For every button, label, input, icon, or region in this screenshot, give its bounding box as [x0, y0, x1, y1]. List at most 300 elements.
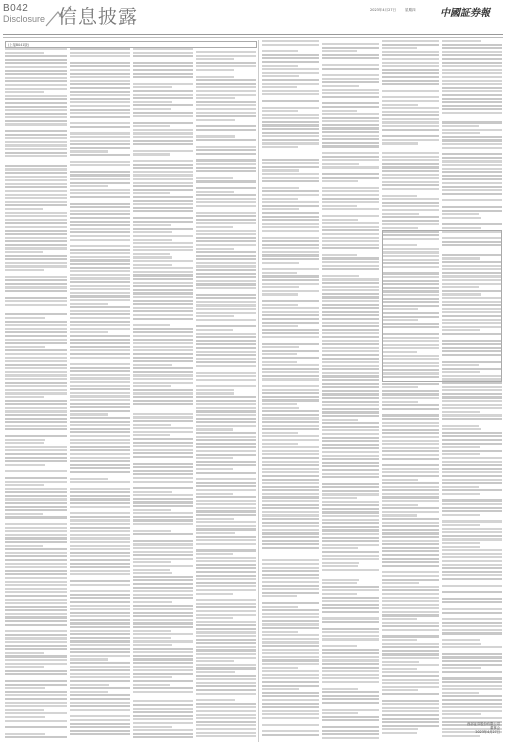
- text-line: [322, 522, 379, 524]
- text-line: [196, 461, 256, 463]
- text-line: [442, 643, 481, 645]
- signature-block: [440, 722, 500, 735]
- text-line: [322, 261, 379, 263]
- text-line: [5, 502, 67, 504]
- text-line: [5, 357, 67, 359]
- text-line: [322, 490, 379, 492]
- text-line: [262, 407, 299, 409]
- text-line: [382, 693, 439, 695]
- text-line: [196, 714, 256, 716]
- text-line: [382, 714, 439, 716]
- text-line: [262, 187, 299, 189]
- text-line: [322, 483, 379, 485]
- text-line: [442, 382, 502, 384]
- text-line: [70, 295, 130, 297]
- text-line: [262, 226, 319, 228]
- text-line: [70, 619, 130, 621]
- text-line: [322, 515, 379, 517]
- text-line: [322, 124, 379, 126]
- text-line: [196, 510, 256, 512]
- text-line: [70, 666, 130, 668]
- text-line: [5, 392, 67, 394]
- text-line: [133, 669, 193, 671]
- text-line: [382, 561, 439, 563]
- text-line: [262, 602, 319, 604]
- text-line: [70, 353, 130, 355]
- text-line: [196, 478, 256, 480]
- text-line: [5, 212, 67, 214]
- text-line: [382, 432, 439, 434]
- text-line: [70, 527, 130, 529]
- text-line: [133, 400, 193, 402]
- text-line: [442, 160, 502, 162]
- text-line: [5, 364, 67, 366]
- text-line: [382, 429, 439, 431]
- text-line: [322, 254, 357, 256]
- text-line: [196, 514, 256, 516]
- text-line: [196, 163, 256, 165]
- text-line: [382, 611, 439, 613]
- text-line: [133, 353, 193, 355]
- text-line: [133, 420, 193, 422]
- text-line: [133, 554, 193, 556]
- text-line: [70, 252, 130, 254]
- text-line: [262, 461, 319, 463]
- text-line: [133, 335, 193, 337]
- text-line: [262, 75, 299, 77]
- text-line: [262, 346, 299, 348]
- text-line: [262, 674, 319, 676]
- text-line: [442, 400, 502, 402]
- text-line: [382, 507, 439, 509]
- text-line: [322, 569, 379, 571]
- text-line: [382, 404, 439, 406]
- text-line: [196, 675, 256, 677]
- text-line: [70, 87, 130, 89]
- text-line: [133, 729, 193, 731]
- text-line: [5, 563, 67, 565]
- text-line: [70, 310, 130, 312]
- text-line: [322, 429, 379, 431]
- text-line: [196, 104, 256, 106]
- text-line: [262, 695, 319, 697]
- text-line: [322, 350, 379, 352]
- text-line: [133, 285, 193, 287]
- text-line: [5, 137, 67, 139]
- text-line: [133, 684, 170, 686]
- text-line: [70, 439, 130, 441]
- text-line: [442, 210, 502, 212]
- text-line: [262, 223, 319, 225]
- text-line: [442, 58, 502, 60]
- text-line: [322, 166, 379, 168]
- text-line: [262, 425, 319, 427]
- text-line: [5, 552, 67, 554]
- text-line: [382, 209, 439, 211]
- text-line: [196, 69, 234, 71]
- text-line: [322, 719, 379, 721]
- text-line: [322, 404, 379, 406]
- text-line: [322, 408, 379, 410]
- text-line: [322, 268, 379, 270]
- text-line: [382, 489, 439, 491]
- text-column-6: [322, 40, 379, 742]
- text-line: [5, 716, 45, 718]
- text-line: [5, 48, 67, 50]
- text-line: [133, 289, 193, 291]
- text-line: [5, 733, 45, 735]
- text-line: [382, 589, 439, 591]
- text-line: [5, 52, 44, 54]
- text-line: [70, 467, 130, 469]
- text-line: [382, 170, 439, 172]
- text-line: [5, 691, 67, 693]
- text-line: [262, 525, 319, 527]
- text-line: [196, 653, 256, 655]
- text-line: [133, 424, 171, 426]
- text-line: [5, 396, 44, 398]
- text-line: [382, 604, 439, 606]
- text-line: [5, 453, 67, 455]
- text-line: [262, 272, 297, 274]
- text-line: [133, 303, 193, 305]
- text-line: [382, 500, 439, 502]
- text-line: [5, 385, 67, 387]
- text-line: [382, 475, 439, 477]
- text-line: [322, 85, 359, 87]
- text-line: [442, 143, 502, 145]
- text-line: [322, 117, 379, 119]
- text-line: [133, 136, 193, 138]
- text-line: [442, 87, 502, 89]
- text-line: [133, 360, 193, 362]
- text-line: [70, 584, 130, 586]
- text-line: [196, 79, 256, 81]
- text-line: [442, 585, 502, 587]
- text-line: [442, 428, 481, 430]
- text-line: [196, 464, 256, 466]
- text-line: [322, 716, 379, 718]
- text-line: [262, 361, 297, 363]
- text-line: [70, 388, 130, 390]
- text-line: [442, 514, 480, 516]
- text-line: [5, 321, 67, 323]
- text-line: [196, 65, 256, 67]
- text-line: [262, 692, 319, 694]
- text-line: [133, 579, 193, 581]
- text-line: [133, 140, 193, 142]
- text-line: [382, 710, 439, 712]
- text-line: [5, 300, 67, 302]
- text-line: [262, 677, 319, 679]
- text-line: [5, 141, 67, 143]
- text-line: [262, 518, 319, 520]
- text-line: [382, 227, 418, 229]
- text-line: [382, 536, 439, 538]
- text-line: [262, 135, 319, 137]
- text-line: [382, 597, 439, 599]
- text-line: [322, 142, 379, 144]
- text-line: [5, 374, 67, 376]
- text-line: [196, 101, 256, 103]
- text-line: [322, 465, 379, 467]
- text-line: [442, 560, 502, 562]
- text-line: [322, 565, 358, 567]
- text-line: [442, 76, 502, 78]
- text-line: [196, 333, 256, 335]
- text-line: [382, 689, 418, 691]
- text-line: [133, 466, 193, 468]
- signature-company: 西部证券股份有限公司: [467, 722, 500, 726]
- text-line: [442, 199, 502, 201]
- text-line: [133, 736, 193, 738]
- text-line: [5, 588, 67, 590]
- text-line: [5, 599, 67, 601]
- text-line: [196, 361, 256, 363]
- text-line: [322, 173, 379, 175]
- text-line: [5, 470, 67, 472]
- text-line: [5, 559, 67, 561]
- text-line: [262, 623, 319, 625]
- text-line: [382, 635, 439, 637]
- text-line: [322, 597, 379, 599]
- text-line: [442, 98, 502, 100]
- text-line: [70, 112, 130, 114]
- text-line: [322, 187, 379, 189]
- text-line: [5, 168, 67, 170]
- text-line: [133, 342, 193, 344]
- text-line: [70, 580, 130, 582]
- text-line: [5, 62, 67, 64]
- text-line: [5, 186, 67, 188]
- text-line: [382, 671, 439, 673]
- text-line: [442, 83, 502, 85]
- text-line: [70, 281, 130, 283]
- text-line: [133, 382, 193, 384]
- text-line: [262, 532, 319, 534]
- text-line: [196, 693, 256, 695]
- text-line: [133, 221, 193, 223]
- text-line: [262, 543, 319, 545]
- text-line: [70, 363, 130, 365]
- text-line: [262, 205, 319, 207]
- text-line: [5, 116, 67, 118]
- text-line: [262, 90, 319, 92]
- text-line: [5, 570, 67, 572]
- signature-role: 董事会: [490, 726, 500, 731]
- text-line: [133, 644, 172, 646]
- text-line: [382, 118, 439, 120]
- text-line: [262, 522, 319, 524]
- text-line: [133, 416, 193, 418]
- text-line: [70, 594, 130, 596]
- text-line: [196, 240, 256, 242]
- text-line: [382, 408, 439, 410]
- text-line: [133, 722, 193, 724]
- text-line: [262, 279, 319, 281]
- text-line: [262, 443, 298, 445]
- text-line: [133, 278, 193, 280]
- text-line: [322, 709, 379, 711]
- text-line: [70, 370, 130, 372]
- text-line: [196, 340, 256, 342]
- text-line: [196, 703, 256, 705]
- text-line: [262, 61, 319, 63]
- text-line: [382, 223, 439, 225]
- text-line: [70, 498, 130, 500]
- text-line: [442, 432, 502, 434]
- text-line: [70, 605, 130, 607]
- text-line: [196, 97, 235, 99]
- text-line: [196, 582, 256, 584]
- text-line: [196, 521, 256, 523]
- text-line: [5, 155, 67, 157]
- text-line: [262, 446, 319, 448]
- text-line: [133, 558, 193, 560]
- text-line: [133, 519, 193, 521]
- text-line: [442, 671, 502, 673]
- text-line: [262, 468, 319, 470]
- text-line: [133, 516, 193, 518]
- text-line: [133, 540, 193, 542]
- text-line: [196, 603, 256, 605]
- text-line: [442, 51, 502, 53]
- text-line: [322, 205, 357, 207]
- text-line: [70, 523, 130, 525]
- text-line: [322, 215, 379, 217]
- text-line: [322, 282, 379, 284]
- text-line: [133, 477, 193, 479]
- text-line: [5, 670, 67, 672]
- text-line: [5, 353, 67, 355]
- text-line: [262, 300, 319, 302]
- text-line: [262, 428, 319, 430]
- text-line: [322, 726, 379, 728]
- text-line: [382, 44, 439, 46]
- text-line: [196, 421, 256, 423]
- text-line: [382, 482, 439, 484]
- text-line: [442, 418, 502, 420]
- text-line: [322, 237, 379, 239]
- text-line: [382, 629, 439, 631]
- text-line: [133, 339, 193, 341]
- text-line: [133, 547, 193, 549]
- text-line: [133, 300, 193, 302]
- text-line: [382, 65, 439, 67]
- text-line: [70, 182, 130, 184]
- text-line: [262, 114, 319, 116]
- text-line: [5, 673, 67, 675]
- text-line: [442, 217, 481, 219]
- text-line: [322, 354, 379, 356]
- text-line: [196, 468, 233, 470]
- text-line: [196, 493, 233, 495]
- text-line: [70, 676, 130, 678]
- text-line: [70, 313, 130, 315]
- text-line: [196, 571, 256, 573]
- text-line: [322, 652, 379, 654]
- text-line: [262, 504, 319, 506]
- text-line: [5, 659, 67, 661]
- text-line: [442, 206, 502, 208]
- text-line: [5, 109, 67, 111]
- text-line: [262, 496, 319, 498]
- text-line: [196, 450, 256, 452]
- text-line: [133, 203, 193, 205]
- text-line: [196, 671, 235, 673]
- text-line: [133, 125, 170, 127]
- text-line: [382, 547, 439, 549]
- text-column-1: [5, 48, 67, 742]
- text-line: [70, 231, 130, 233]
- text-line: [70, 357, 130, 359]
- text-line: [382, 575, 439, 577]
- text-line: [133, 307, 193, 309]
- text-line: [196, 706, 256, 708]
- text-line: [322, 589, 379, 591]
- text-line: [133, 434, 170, 436]
- text-line: [5, 262, 67, 264]
- text-line: [70, 321, 130, 323]
- text-line: [196, 283, 256, 285]
- text-line: [70, 303, 108, 305]
- text-line: [382, 732, 417, 734]
- text-line: [382, 582, 419, 584]
- text-line: [262, 124, 319, 126]
- text-line: [262, 734, 319, 736]
- text-line: [442, 567, 502, 569]
- text-line: [70, 161, 130, 163]
- text-line: [382, 643, 439, 645]
- text-line: [196, 343, 256, 345]
- text-line: [322, 219, 358, 221]
- text-line: [5, 609, 67, 611]
- text-line: [5, 237, 67, 239]
- text-line: [382, 205, 439, 207]
- text-line: [322, 635, 379, 637]
- text-line: [196, 177, 233, 179]
- text-line: [442, 507, 502, 509]
- text-line: [262, 262, 299, 264]
- text-line: [196, 525, 256, 527]
- text-line: [5, 230, 67, 232]
- text-line: [442, 62, 502, 64]
- text-line: [262, 616, 319, 618]
- text-line: [262, 403, 297, 405]
- text-line: [262, 325, 298, 327]
- text-line: [322, 444, 379, 446]
- text-line: [442, 414, 502, 416]
- text-line: [262, 585, 319, 587]
- text-line: [382, 40, 439, 42]
- text-line: [262, 659, 319, 661]
- text-line: [442, 453, 480, 455]
- text-line: [70, 224, 130, 226]
- text-line: [196, 414, 256, 416]
- text-line: [5, 602, 67, 604]
- text-line: [322, 325, 379, 327]
- text-line: [322, 156, 379, 158]
- text-line: [322, 386, 379, 388]
- text-line: [70, 76, 130, 78]
- text-line: [322, 628, 379, 630]
- text-line: [70, 648, 130, 650]
- text-line: [133, 648, 193, 650]
- text-line: [442, 404, 502, 406]
- text-line: [322, 393, 379, 395]
- text-line: [382, 458, 439, 460]
- text-line: [262, 435, 319, 437]
